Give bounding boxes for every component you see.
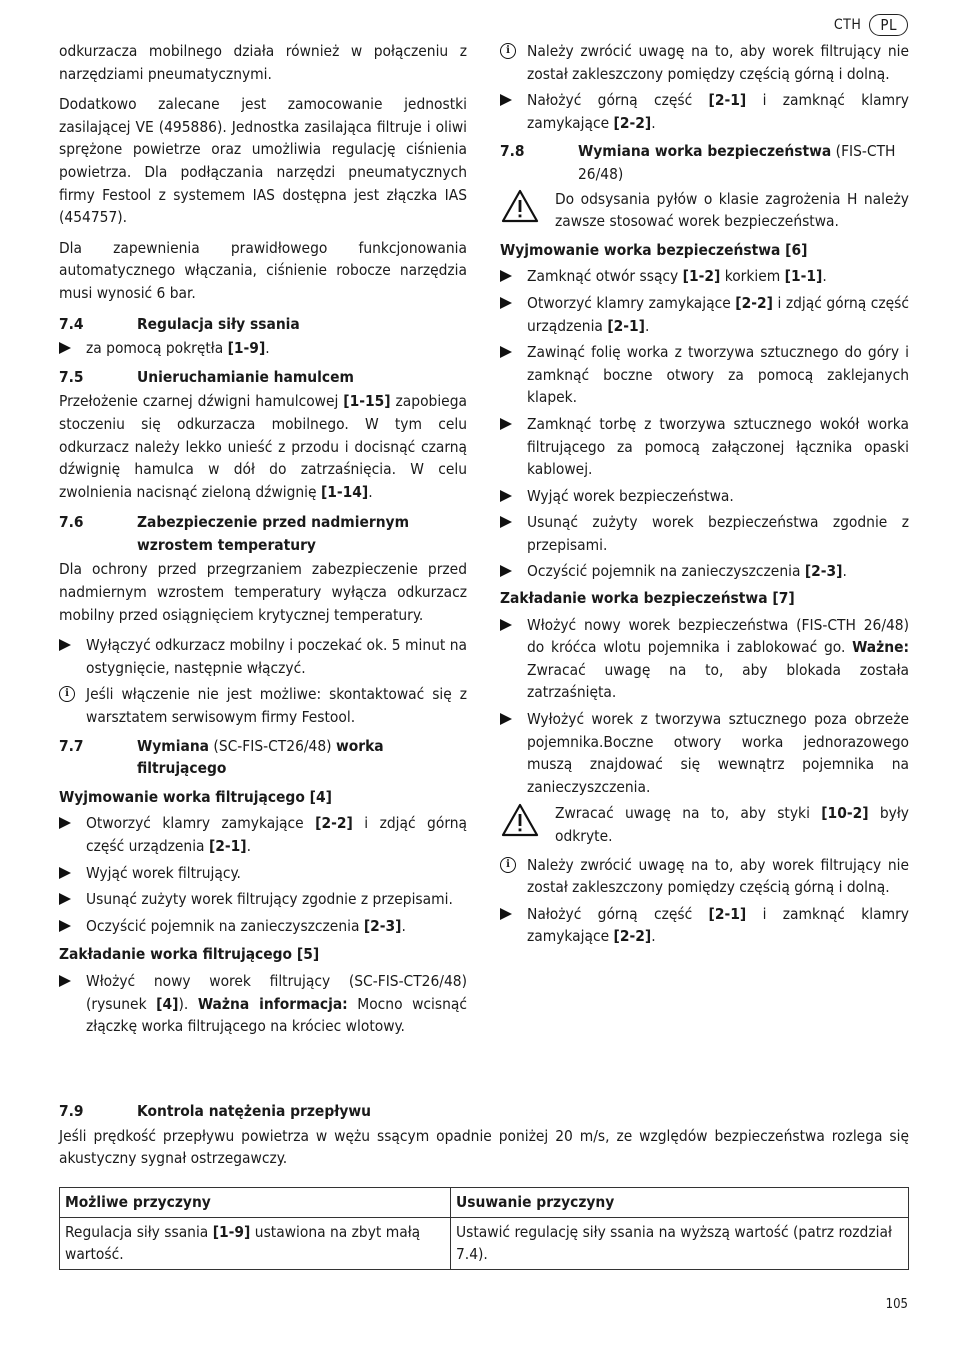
table-cell: Regulacja siły ssania [1-9] ustawiona na zbyt małą wartość.: [60, 1217, 451, 1269]
warning-triangle-icon: [500, 802, 540, 838]
list-item: Nałożyć górną część [2-1] i zamknąć klamry zamykające [2-2].: [500, 89, 909, 134]
page-number: 105: [885, 1297, 908, 1312]
bullet-arrow-icon: [59, 893, 71, 905]
paragraph: Dla zapewnienia prawidłowego funkcjonowania automatycznego włączania, ciśnienie robocze narzędzia musi wynosić 6 bar.: [59, 238, 467, 302]
list-item: Zawinąć folię worka z tworzywa sztucznego do góry i zamknąć boczne otwory za pomocą zaklejanych klapek.: [500, 341, 909, 409]
bullet-arrow-icon: [59, 975, 71, 987]
bullet-arrow-icon: [59, 920, 71, 932]
subheading: Zakładanie worka filtrującego [5]: [59, 945, 320, 964]
info-icon: i: [59, 686, 75, 702]
table-cell: Ustawić regulację siły ssania na wyższą wartość (patrz rozdział 7.4).: [451, 1217, 909, 1269]
warning-note: Zwracać uwagę na to, aby styki [10-2] były odkryte.: [500, 802, 909, 847]
bullet-arrow-icon: [500, 270, 512, 282]
list-item: Wyłączyć odkurzacz mobilny i poczekać ok. 5 minut na ostygnięcie, następnie włączyć.: [59, 634, 467, 679]
list-item: Wyjąć worek filtrujący.: [59, 862, 467, 885]
bullet-arrow-icon: [500, 490, 512, 502]
info-note: i Należy zwrócić uwagę na to, aby worek filtrujący nie został zakleszczony pomiędzy częścią górną i dolną.: [500, 854, 909, 899]
info-icon: i: [500, 43, 516, 59]
list-item: Wyłożyć worek z tworzywa sztucznego poza obrzeże pojemnika.Boczne otwory worka jednorazowego muszą znajdować się wewnątrz pojemnika na zanieczyszczenia.: [500, 708, 909, 798]
troubleshooting-table: [59, 1187, 909, 1270]
section-7-9: [59, 1100, 909, 1170]
bullet-arrow-icon: [500, 297, 512, 309]
list-item: Nałożyć górną część [2-1] i zamknąć klamry zamykające [2-2].: [500, 903, 909, 948]
bullet-arrow-icon: [500, 516, 512, 528]
list-item: Usunąć zużyty worek bezpieczeństwa zgodnie z przepisami.: [500, 511, 909, 556]
bullet-arrow-icon: [59, 867, 71, 879]
section-heading: 7.9 Kontrola natężenia przepływu: [59, 1102, 372, 1120]
table-row: [60, 1217, 909, 1269]
brand-label: CTH: [833, 17, 862, 33]
info-note: i Jeśli włączenie nie jest możliwe: skontaktować się z warsztatem serwisowym firmy Festool.: [59, 683, 467, 728]
info-note: i Należy zwrócić uwagę na to, aby worek filtrujący nie został zakleszczony pomiędzy częścią górną i dolną.: [500, 40, 909, 85]
warning-triangle-icon: [500, 188, 540, 224]
section-heading: 7.5 Unieruchamianie hamulcem: [59, 367, 354, 386]
paragraph: odkurzacza mobilnego działa również w połączeniu z narzędziami pneumatycznymi.: [59, 42, 467, 83]
page-header: [834, 14, 908, 36]
list-item: za pomocą pokrętła [1-9].: [59, 337, 467, 360]
table-header-row: [60, 1188, 909, 1218]
paragraph: Dla ochrony przed przegrzaniem zabezpieczenie przed nadmiernym wzrostem temperatury wyłącza odkurzacz mobilny przed osiągnięciem krytycznej temperatury.: [59, 560, 467, 624]
list-item: Zamknąć torbę z tworzywa sztucznego wokół worka filtrującego za pomocą załączonej łącznika opaski kablowej.: [500, 413, 909, 481]
section-heading: 7.4 Regulacja siły ssania: [59, 314, 300, 333]
list-item: Otworzyć klamry zamykające [2-2] i zdjąć górną część urządzenia [2-1].: [500, 292, 909, 337]
left-column: [59, 40, 467, 1042]
bullet-arrow-icon: [500, 908, 512, 920]
list-item: Wyjąć worek bezpieczeństwa.: [500, 485, 909, 508]
table-header-cell: Usuwanie przyczyny: [451, 1188, 909, 1218]
subheading: Wyjmowanie worka bezpieczeństwa [6]: [500, 240, 808, 259]
list-item: Otworzyć klamry zamykające [2-2] i zdjąć górną część urządzenia [2-1].: [59, 812, 467, 857]
section-heading: 7.7 Wymiana (SC-FIS-CT26/48) worka filtrującego: [59, 736, 384, 778]
info-icon: i: [500, 857, 516, 873]
paragraph: Jeśli prędkość przepływu powietrza w wężu ssącym opadnie poniżej 20 m/s, ze względów bezpieczeństwa rozlega się akustyczny sygnał ostrzegawczy.: [59, 1126, 909, 1168]
bullet-arrow-icon: [500, 565, 512, 577]
list-item: Usunąć zużyty worek filtrujący zgodnie z przepisami.: [59, 888, 467, 911]
list-item: Włożyć nowy worek filtrujący (SC-FIS-CT26/48) (rysunek [4]). Ważna informacja: Mocno wcisnąć złączkę worka filtrującego na króciec wlotowy.: [59, 970, 467, 1038]
section-heading: 7.6 Zabezpieczenie przed nadmiernym wzrostem temperatury: [59, 513, 410, 554]
list-item: Oczyścić pojemnik na zanieczyszczenia [2-3].: [500, 560, 909, 583]
list-item: Oczyścić pojemnik na zanieczyszczenia [2-3].: [59, 915, 467, 938]
bullet-arrow-icon: [500, 713, 512, 725]
paragraph: Dodatkowo zalecane jest zamocowanie jednostki zasilającej VE (495886). Jednostka zasilająca filtruje i oliwi sprężone powietrze oraz umożliwia regulację ciśnienia powietrza. Dla podłączania narzędzi pneumatycznych firmy Festool z systemem IAS dostępna jest złączka IAS (454757).: [59, 95, 467, 227]
warning-note: Do odsysania pyłów o klasie zagrożenia H należy zawsze stosować worek bezpieczeństwa.: [500, 188, 909, 233]
list-item: Zamknąć otwór ssący [1-2] korkiem [1-1].: [500, 265, 909, 288]
table-header-cell: Możliwe przyczyny: [60, 1188, 451, 1218]
bullet-arrow-icon: [500, 418, 512, 430]
bullet-arrow-icon: [59, 342, 71, 354]
language-badge: PL: [869, 14, 908, 36]
bullet-arrow-icon: [500, 94, 512, 106]
section-heading: 7.8 Wymiana worka bezpieczeństwa (FIS-CTH 26/48): [500, 142, 896, 183]
bullet-arrow-icon: [500, 619, 512, 631]
subheading: Zakładanie worka bezpieczeństwa [7]: [500, 589, 795, 608]
bullet-arrow-icon: [59, 639, 71, 651]
list-item: Włożyć nowy worek bezpieczeństwa (FIS-CTH 26/48) do króćca wlotu pojemnika i zablokować go. Ważne: Zwracać uwagę na to, aby blokada została zatrzaśnięta.: [500, 614, 909, 704]
subheading: Wyjmowanie worka filtrującego [4]: [59, 787, 332, 806]
bullet-arrow-icon: [500, 346, 512, 358]
bullet-arrow-icon: [59, 817, 71, 829]
paragraph: Przełożenie czarnej dźwigni hamulcowej [1-15] zapobiega stoczeniu się odkurzacza mobilnego. W tym celu odkurzacz należy lekko unieść z przodu i docisnąć czarną dźwignię hamulca w dół do zatrzaśnięcia. W celu zwolnienia nacisnąć zieloną dźwignię [1-14].: [59, 392, 467, 501]
right-column: [500, 40, 909, 952]
